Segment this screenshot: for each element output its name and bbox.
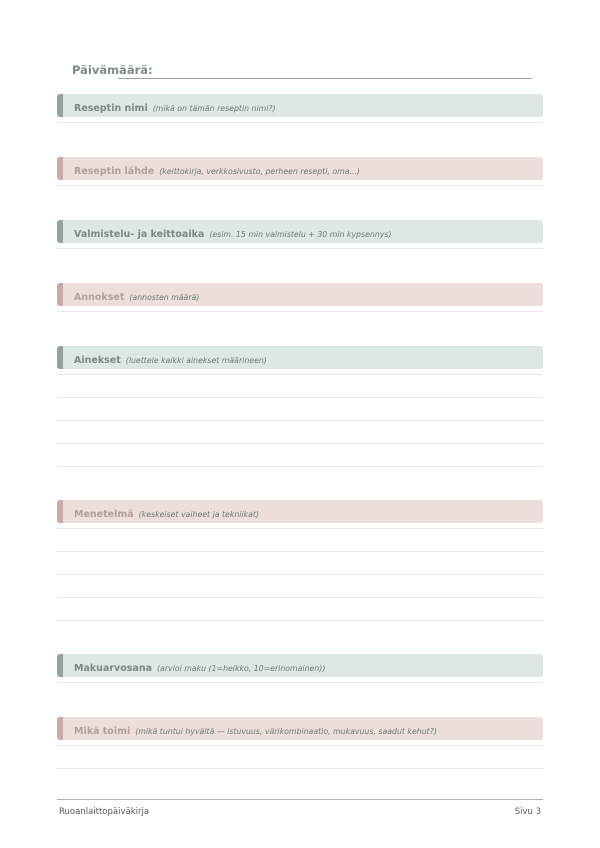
section-title: Ainekset bbox=[74, 355, 121, 366]
section-hint: (mikä tuntui hyvältä — istuvuus, värikombinaatio, mukavuus, saadut kehut?) bbox=[135, 727, 437, 736]
section-hint: (mikä on tämän reseptin nimi?) bbox=[152, 104, 276, 113]
section-what-worked bbox=[57, 717, 543, 740]
writing-line[interactable] bbox=[57, 768, 543, 769]
writing-line[interactable] bbox=[57, 397, 543, 398]
section-hint: (keittokirja, verkkosivusto, perheen resepti, oma...) bbox=[159, 167, 360, 176]
writing-line[interactable] bbox=[57, 443, 543, 444]
section-accent bbox=[57, 157, 63, 180]
section-ingredients bbox=[57, 346, 543, 369]
section-accent bbox=[57, 346, 63, 369]
section-hint: (arvioi maku (1=heikko, 10=erinomainen)) bbox=[157, 664, 326, 673]
writing-line[interactable] bbox=[57, 374, 543, 375]
section-method bbox=[57, 500, 543, 523]
writing-line[interactable] bbox=[57, 248, 543, 249]
writing-line[interactable] bbox=[57, 574, 543, 575]
section-accent bbox=[57, 500, 63, 523]
section-hint: (keskeiset vaiheet ja tekniikat) bbox=[138, 510, 260, 519]
section-title: Menetelmä bbox=[74, 509, 134, 520]
writing-line[interactable] bbox=[57, 420, 543, 421]
footer-divider bbox=[57, 799, 543, 800]
section-title: Reseptin nimi bbox=[74, 103, 148, 114]
section-prep-cook-time bbox=[57, 220, 543, 243]
section-title: Reseptin lähde bbox=[74, 166, 155, 177]
section-accent bbox=[57, 220, 63, 243]
section-accent bbox=[57, 717, 63, 740]
date-field[interactable] bbox=[72, 62, 532, 80]
section-hint: (annosten määrä) bbox=[129, 293, 200, 302]
date-label: Päivämäärä: bbox=[72, 63, 153, 77]
writing-line[interactable] bbox=[57, 620, 543, 621]
section-hint: (luettele kaikki ainekset määrineen) bbox=[125, 356, 267, 365]
section-hint: (esim. 15 min valmistelu + 30 min kypsennys) bbox=[209, 230, 392, 239]
section-accent bbox=[57, 654, 63, 677]
writing-line[interactable] bbox=[57, 745, 543, 746]
section-title: Makuarvosana bbox=[74, 663, 152, 674]
section-title: Valmistelu- ja keittoaika bbox=[74, 229, 205, 240]
section-taste-rating bbox=[57, 654, 543, 677]
section-servings bbox=[57, 283, 543, 306]
page-number: Sivu 3 bbox=[514, 807, 541, 817]
section-accent bbox=[57, 283, 63, 306]
section-accent bbox=[57, 94, 63, 117]
writing-line[interactable] bbox=[57, 185, 543, 186]
section-title: Mikä toimi bbox=[74, 726, 131, 737]
writing-line[interactable] bbox=[57, 551, 543, 552]
writing-line[interactable] bbox=[57, 311, 543, 312]
date-input-line[interactable] bbox=[118, 78, 532, 79]
writing-line[interactable] bbox=[57, 528, 543, 529]
section-recipe-source bbox=[57, 157, 543, 180]
section-title: Annokset bbox=[74, 292, 125, 303]
section-recipe-name bbox=[57, 94, 543, 117]
writing-line[interactable] bbox=[57, 466, 543, 467]
writing-line[interactable] bbox=[57, 682, 543, 683]
writing-line[interactable] bbox=[57, 122, 543, 123]
footer-title: Ruoanlaittopäiväkirja bbox=[59, 807, 150, 817]
writing-line[interactable] bbox=[57, 597, 543, 598]
